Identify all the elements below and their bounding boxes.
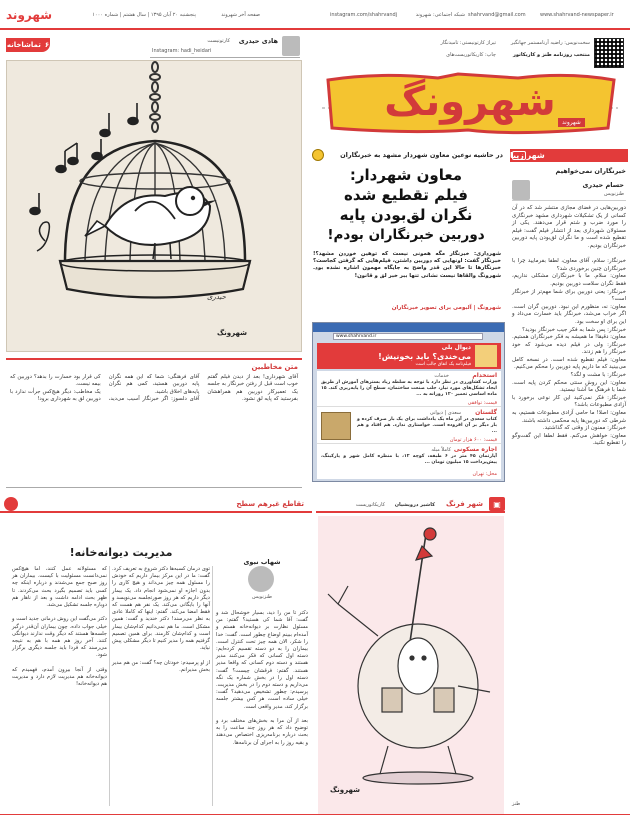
listing-3[interactable] (317, 445, 501, 479)
right-column (508, 145, 630, 813)
section-tab-label: شهر زیبا (510, 151, 545, 160)
feature-byline: شهرونگ | آلبومی برای تصویر خبرنگاران (391, 305, 501, 311)
instagram-handle: instagram.com/shahrvandj (330, 12, 398, 18)
listing-3-price: محل: تهران (472, 471, 497, 477)
audience-messages (6, 358, 302, 488)
headline-line-3: نگران لق‌بودن پایه (339, 206, 473, 224)
listing-3-body: آپارتمان ۴۵ متر در ۶ طبقه، کوچه ۱۲، با منظره کامل شهر و پارکینگ، پیش‌پرداخت ۱۵ میلیون تومان ... (319, 454, 497, 466)
headline-line-4: دوربین خبرنگاران بودم! (327, 227, 485, 243)
feature-body: شهرداری: خبرنگار مگه همونی نیست که توهین خوردن مشهد؟! خبرنگار گفت: اونهایی که دوربین داشتن، فیلم‌هایی که گرفتن کجاست؟ خبرنگارها تا حالا این قدر واضح به جایگاه مهمون اشاره نشده بود. شهرونگ والقاها نیست نشانی تنها ببر خبر لق و قانون! (311, 251, 501, 279)
masthead-credit-top: سخت‌نویس: راضیه آرنا‌مستمر جهانگیر (510, 40, 590, 46)
right-column-body: دوربین‌هایی در فضای مجازی منتشر شد که در آن کسانی از یک تشکیلات شهرداری مشهد خبرنگاری را مورد ضرب و شتم قرار می‌دهند. یکی از مسئولان شهرداری بعد از انتشار فیلم گفت: فیلم تقطیع شده است و ما نگران لق‌بودن پایه دوربین خبرنگاران بودیم. خبرنگار: سلام، آقای معاون، لطفا بفرمایید چرا با خبرنگاران چنین برخوردی شد؟ معاون: سلام. ما با خبرنگاران مشکلی نداریم، فقط نگران سلامت دوربین بودیم. خبرنگار: یعنی دوربین برای شما مهم‌تر از خبرنگار است؟ معاون: نه، منظورم این نبود. دوربین گران است. اگر خراب می‌شد، خبرنگار باید خسارت می‌داد و این برای او سخت بود. خبرنگار: پس شما به فکر جیب خبرنگار بودید؟ معاون: دقیقا! ما همیشه به فکر خبرنگاران هستیم. خبرنگار: ولی در فیلم دیده می‌شود که خود خبرنگار را هم زدند. معاون: فیلم تقطیع شده است. در نسخه کامل می‌بینید که ما داریم پایه دوربین را محکم می‌کنیم. خبرنگار: با مشت و لگد؟ معاون: این روش سنتی محکم کردن پایه است. شما با فرهنگ ما آشنا نیستید. خبرنگار: فکر نمی‌کنید این کار نوعی برخورد با آزادی مطبوعات باشد؟ معاون: اصلا! ما حامی آزادی مطبوعات هستیم، به شرطی که دوربین‌ها پایه محکمی داشته باشند. خبرنگار: ممنون از وقتی که گذاشتید. معاون: خواهش می‌کنم. فقط لطفا این گفت‌وگو را تقطیع نکنید. (512, 205, 627, 447)
listing-1-body: وزارت کشاورزی در نظر دارد با توجه به سلطه زیاد بسترهای آموزش از طریق ایجاد تشکل‌های مورد نیاز، جلب صنعت ساختمان، سطح آن را پایه‌ریزی کند. ۱۵ ماده اساسی تعمیر ۱۲۰ روزانه به ... (319, 380, 497, 398)
avatar (248, 566, 274, 592)
listing-2-heading: گلستان (475, 409, 497, 416)
browser-ad[interactable] (317, 343, 501, 369)
messages-body: آقای شهرداری! بعد از دیدن فیلم گفتم خوب است قبل از رفتن خبرنگار به جلسه یک تعمیرکار دوربین هم همراهشان بفرستید که پایه لق نشود. آقای فرهنگی: شما که این همه نگران پایه دوربین هستید، کمی هم نگران پایه‌های اخلاق باشید. آقای دلسوز: اگر خبرنگار آسیب می‌دید، کی قرار بود خسارت را بدهد؟ دوربین که بیمه نیست. یک مخاطب: دیگر هیچ‌کس جرأت ندارد با دوربین لق به شهرداری برود! (10, 374, 298, 403)
footer-strip (0, 814, 630, 820)
listing-1-price: قیمت: توافقی (467, 400, 497, 406)
browser-titlebar (313, 323, 504, 332)
avatar (512, 180, 530, 200)
fishbowl-cartoon (318, 516, 504, 814)
emoji-icon (312, 149, 324, 161)
cartoon-artist-signature: حیدری (207, 293, 226, 301)
kicker: در حاشیه نوعین معاون شهردار مشهد به خبرنگاران (340, 151, 503, 159)
ad-person-image (475, 345, 497, 367)
stripe-right-credit-2: کاریکاتوریست (355, 502, 385, 508)
browser-mockup (312, 322, 505, 482)
ad-title: دیوال بلی (441, 344, 471, 351)
listing-2-body: کتاب سعدی در آذر ماه یک یادداشت برای یک بار صرف کرده و بار دیگر بر آن افزوده است. خواستاری ندارد. هم افتاد و هم ... (355, 417, 497, 435)
listing-2[interactable] (317, 408, 501, 444)
editorial-col-1: که مسئولانه عمل کنند، اما هیچ‌کس نمی‌دانست مسئولیت با کیست. بیماران هر روز صبح جمع می‌شدند و درباره اینکه چه کسی باید تصمیم بگیرد بحث می‌کردند. تا ظهر بحث ادامه داشت و بعد از ناهار هم دوباره جلسه تشکیل می‌شد. دکتر می‌گفت این روش درمانی جدید است و خیلی جواب داده. چون بیماران آن‌قدر درگیر جلسه‌ها هستند که دیگر وقت ندارند دیوانگی کنند. آخر روز هم همه با هم به نتیجه می‌رسند که فردا باید جلسه دیگری برگزار شود. وقتی از آنجا بیرون آمدم، فهمیدم که دیوانه‌خانه هم مدیریت لازم دارد و مدیریت هم دیوانه‌خانه! (12, 566, 107, 688)
browser-page (317, 371, 501, 479)
masthead-credit-1: تیراژ کارتونیستی: تامیدنگار (440, 40, 496, 46)
editorial-divider (212, 566, 213, 806)
listing-3-sub: کاملاً مبله (431, 447, 451, 453)
editorial-author-role: طنزنویس (252, 594, 272, 600)
messages-title: متن مخاطبین (251, 363, 298, 371)
author-role: کارتونیست (207, 38, 230, 44)
masthead-title: شهرونگ (384, 79, 556, 125)
ad-caption: فیلم‌نامه یک اتفاق جالب است (415, 362, 471, 367)
author-name: هادی حیدری (238, 37, 278, 45)
stripe-left-icon (4, 497, 18, 511)
masthead-logo (318, 68, 622, 138)
top-logo: شهروند (6, 8, 53, 22)
email: shahrvand@gmail.com (468, 12, 526, 18)
editorial-divider (109, 566, 110, 806)
stripe-header-left (0, 497, 312, 513)
listing-1-heading: استخدام (472, 372, 497, 379)
page-label: صفحه آخر شهروند (221, 12, 260, 18)
avatar (282, 36, 300, 56)
tv-icon (512, 151, 526, 160)
editorial-col-2: توی درمان کسبه‌ها دکتر شروع به تعریف کرد. گفت: ما در این مرکز بیمار داریم که خودش را مسئول همه چیز می‌داند و هیچ کاری را بدون اجازه او نمی‌شود انجام داد. یک بیمار دیگر داریم که هر روز صورتجلسه می‌نویسد و آنها را بایگانی می‌کند. یک نفر هم هست که فقط امضا می‌کند. گفتم: اینها که کاملا عادی به نظر می‌رسند! دکتر خندید و گفت: همین مشکل است. ما هم نمی‌دانیم کدام‌شان بیمار است و کدام‌شان کارمند. برای همین تصمیم گرفتیم همه را مدیر کنیم تا دیگر مشکلی پیش نیاید. از او پرسیدم: خودتان چه؟ گفت: من هم مدیر بخش مدیرانم. (112, 566, 211, 673)
headline (311, 165, 501, 245)
left-cartoon-column (0, 30, 305, 355)
headline-line-1: معاون شهردار: (349, 166, 463, 184)
listing-2-price: قیمت: ۶۰۰ هزار تومان (449, 437, 497, 443)
headline-line-2: فیلم تقطیع شده (344, 186, 468, 204)
author-instagram: Instagram: hadi_heidari (152, 48, 212, 54)
editorial-col-3: دکتر تا من را دید، بسیار خوشحال شد و گفت: آقا شما کی هستید؟ گفتم: من مسئول نظارت بر دیوانه‌خانه هستم و آمده‌ام ببینم اوضاع چطور است. گفت: خدا را شکر، الان همه چیز تحت کنترل است. بیماران را به دو دسته تقسیم کرده‌ایم: دسته اول کسانی که فکر می‌کنند مدیر هستند و دسته دوم کسانی که واقعا مدیر هستند. گفتم: فرقشان چیست؟ گفت: دسته اول را در بخش شماره یک نگه می‌داریم و دسته دوم را در بخش مدیریت. پرسیدم: چطور تشخیص می‌دهید؟ گفت: خیلی ساده است، هر کس بیشتر جلسه برگزار کند، مدیر واقعی است. بعد از آن مرا به بخش‌های مختلف برد و توضیح داد که هر روز چند ساعت را به بحث درباره برنامه‌ریزی اختصاص می‌دهند و بقیه روز را به اجرای آن برنامه‌ها. (216, 610, 309, 746)
masthead-credit-2: چاپ: کاریکاتوریست‌های (446, 52, 496, 58)
masthead-badge: شهروند (558, 118, 585, 127)
news-feature (310, 145, 505, 320)
theater-icon: ▣ (489, 497, 505, 511)
editorial-author-box (216, 558, 308, 606)
top-strip (0, 0, 630, 30)
author-box (150, 36, 300, 58)
book-thumbnail (321, 412, 351, 440)
listing-2-sub: سعدی | دیوانی (429, 410, 461, 416)
listing-3-heading: اجاره مسکونی (453, 446, 497, 453)
right-subhead: خبرنگاران نمی‌خواهیم (555, 167, 626, 175)
fishbowl-signature: شهرونگ (330, 786, 361, 794)
right-author-box (512, 179, 626, 201)
right-author-name: حسام حیدری (582, 181, 624, 189)
ad-headline: می‌خندی؟ باید بخونیش! (378, 352, 471, 361)
right-column-foot: طنز (512, 801, 521, 807)
website: www.shahrvand-newspaper.ir (540, 12, 614, 18)
masthead-credit-mid: منتخب روزنامه طنز و کاریکاتور (513, 52, 590, 58)
listing-1-sub: خدمات (434, 373, 449, 379)
qr-code (594, 38, 624, 68)
section-tab-tamashakhaneh (6, 38, 50, 52)
stripe-right-tab: شهر فرنگ (445, 500, 483, 508)
stripe-left-tab: تقاطع غیرهم سطح (236, 500, 304, 508)
page-number: ۶ (44, 41, 50, 49)
editorial-title: مدیریت دیوانه‌خانه! (69, 546, 173, 559)
stripe-header-right (316, 497, 505, 513)
right-author-role: طنزنویس (604, 191, 624, 197)
editorial-author: شهاب نبوی (243, 558, 281, 566)
issue-info: پنجشنبه ۲۰ آبان ۱۳۹۵ | سال هشتم | شماره ۱۰۰۰ (92, 12, 196, 18)
social-network: شبکه اجتماعی: شهروند (415, 12, 465, 18)
address-bar[interactable]: www.shahrvand.ir (333, 333, 483, 340)
listing-1[interactable] (317, 371, 501, 407)
cartoon-brand-signature: شهرونگ (217, 329, 248, 337)
masthead (310, 30, 630, 145)
editorial (6, 516, 312, 814)
section-tab-shahr-ziba (510, 149, 628, 162)
stripe-right-credit: کاشیر درویشیان (394, 502, 435, 508)
birdcage-cartoon (6, 60, 302, 352)
section-tab-label: تماشاخانه (6, 41, 41, 49)
